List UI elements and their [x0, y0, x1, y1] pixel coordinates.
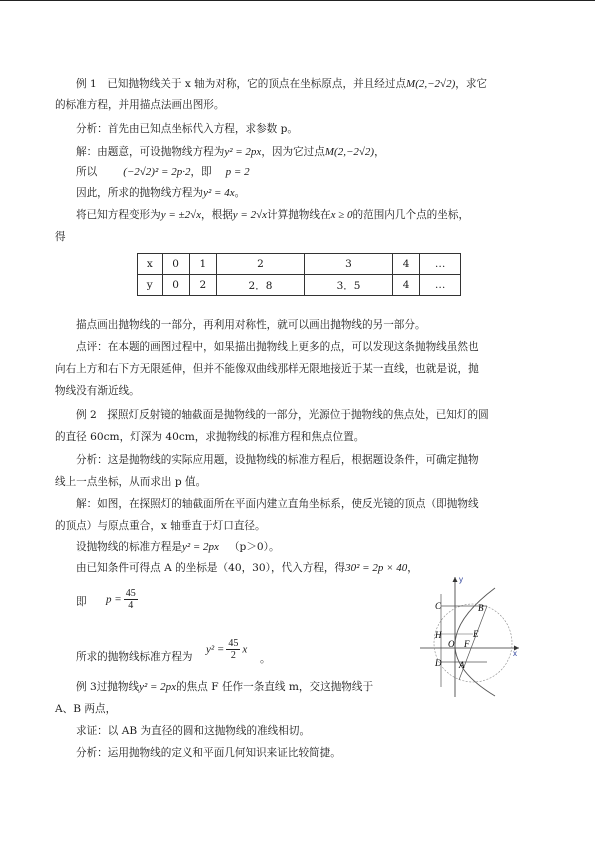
ex1-line2: 的标准方程，并用描点法画出图形。 [55, 99, 225, 111]
table-cell: 3．5 [305, 275, 393, 296]
top-rule [0, 0, 595, 1]
label-C: C [435, 601, 442, 611]
label-D: D [435, 658, 442, 668]
y-axis-arrow [453, 577, 458, 582]
table-cell: … [420, 254, 461, 275]
ex2-from: 由已知条件可得点 A 的坐标是（40，30），代入方程，得30² = 2p × 40， [76, 562, 418, 574]
table-cell: 3 [305, 254, 393, 275]
ex2-p-value: p = $\frac{45}{4}$ [106, 588, 136, 611]
ex1-transform: 将已知方程变形为y = ±2√x，根据y = 2√x计算抛物线在x ≥ 0的范围内几个点的坐标， [76, 209, 470, 221]
table-cell: 1 [189, 254, 216, 275]
label-H: H [435, 630, 442, 640]
table-cell: 4 [393, 254, 420, 275]
ex3-line1: 例 3过抛物线y² = 2px的焦点 F 任作一条直线 m，交这抛物线于 [76, 681, 374, 693]
ex2-result-end: 。 [260, 653, 271, 665]
plot-note: 描点画出抛物线的一部分，再利用对称性，就可以画出抛物线的另一部分。 [76, 319, 426, 331]
ex1-solution: 解：由题意，可设抛物线方程为y² = 2px，因为它过点M(2,−2√2)， [76, 146, 385, 158]
ex2-solution2: 的顶点）与原点重合，x 轴垂直于灯口直径。 [55, 520, 266, 532]
table-cell: 2 [189, 275, 216, 296]
comment-line3: 物线没有渐近线。 [55, 385, 140, 397]
label-x: x [513, 649, 517, 658]
ex2-line2: 的直径 60cm，灯深为 40cm，求抛物线的标准方程和焦点位置。 [55, 431, 365, 443]
table-cell: 0 [162, 254, 189, 275]
ex2-analysis2: 线上一点坐标，从而求出 p 值。 [55, 476, 207, 488]
table-row [138, 254, 461, 275]
table-cell: 0 [162, 275, 189, 296]
table-cell: 2 [216, 254, 304, 275]
ex1-so: 所以 (−2√2)² = 2p·2，即 p = 2 [76, 166, 250, 178]
ex2-analysis1: 分析：这是抛物线的实际应用题，设抛物线的标准方程后，根据题设条件，可确定抛物 [76, 454, 479, 466]
comment-line2: 向右上方和右下方无限延伸，但并不能像双曲线那样无限地接近于某一直线，也就是说，抛 [55, 363, 479, 375]
table-row [138, 275, 461, 296]
parabola-figure [415, 572, 525, 702]
ex2-result-eq: y² = $\frac{45}{2}$ x [206, 638, 248, 661]
comment-line1: 点评：在本题的画图过程中，如果描出抛物线上更多的点，可以发现这条抛物线虽然也 [76, 341, 479, 353]
table-cell: … [420, 275, 461, 296]
ex2-set: 设抛物线的标准方程是y² = 2px （p＞0）。 [76, 541, 280, 553]
label-B: B [478, 603, 484, 613]
ex2-result: 所求的抛物线标准方程为 [76, 651, 193, 663]
ex1-hence: 因此，所求的抛物线方程为y² = 4x。 [76, 187, 246, 199]
label-y: y [459, 575, 463, 584]
ex1-de: 得 [55, 231, 66, 243]
ex1-line1: 例 1 已知抛物线关于 x 轴为对称，它的顶点在坐标原点，并且经过点M(2,−2√2)，求它 [76, 78, 488, 90]
values-table [137, 253, 461, 296]
label-O: O [448, 639, 455, 649]
ex1-analysis: 分析：首先由已知点坐标代入方程，求参数 p。 [76, 123, 299, 135]
label-E: E [473, 629, 479, 639]
ex2-solution1: 解：如图，在探照灯的轴截面所在平面内建立直角坐标系，使反光镜的顶点（即抛物线 [76, 498, 479, 510]
ex3-analysis: 分析：运用抛物线的定义和平面几何知识来证比较简捷。 [76, 747, 341, 759]
label-A: A [459, 660, 465, 670]
table-cell: 2．8 [216, 275, 304, 296]
ex2-line1: 例 2 探照灯反射镜的轴截面是抛物线的一部分，光源位于抛物线的焦点处，已知灯的圆 [76, 409, 489, 421]
ex2-ji: 即 [76, 596, 87, 608]
table-cell: x [138, 254, 163, 275]
table-cell: y [138, 275, 163, 296]
label-F: F [464, 639, 470, 649]
ex3-prove: 求证：以 AB 为直径的圆和这抛物线的准线相切。 [76, 725, 311, 737]
table-cell: 4 [393, 275, 420, 296]
ex3-line2: A、B 两点， [55, 703, 117, 715]
